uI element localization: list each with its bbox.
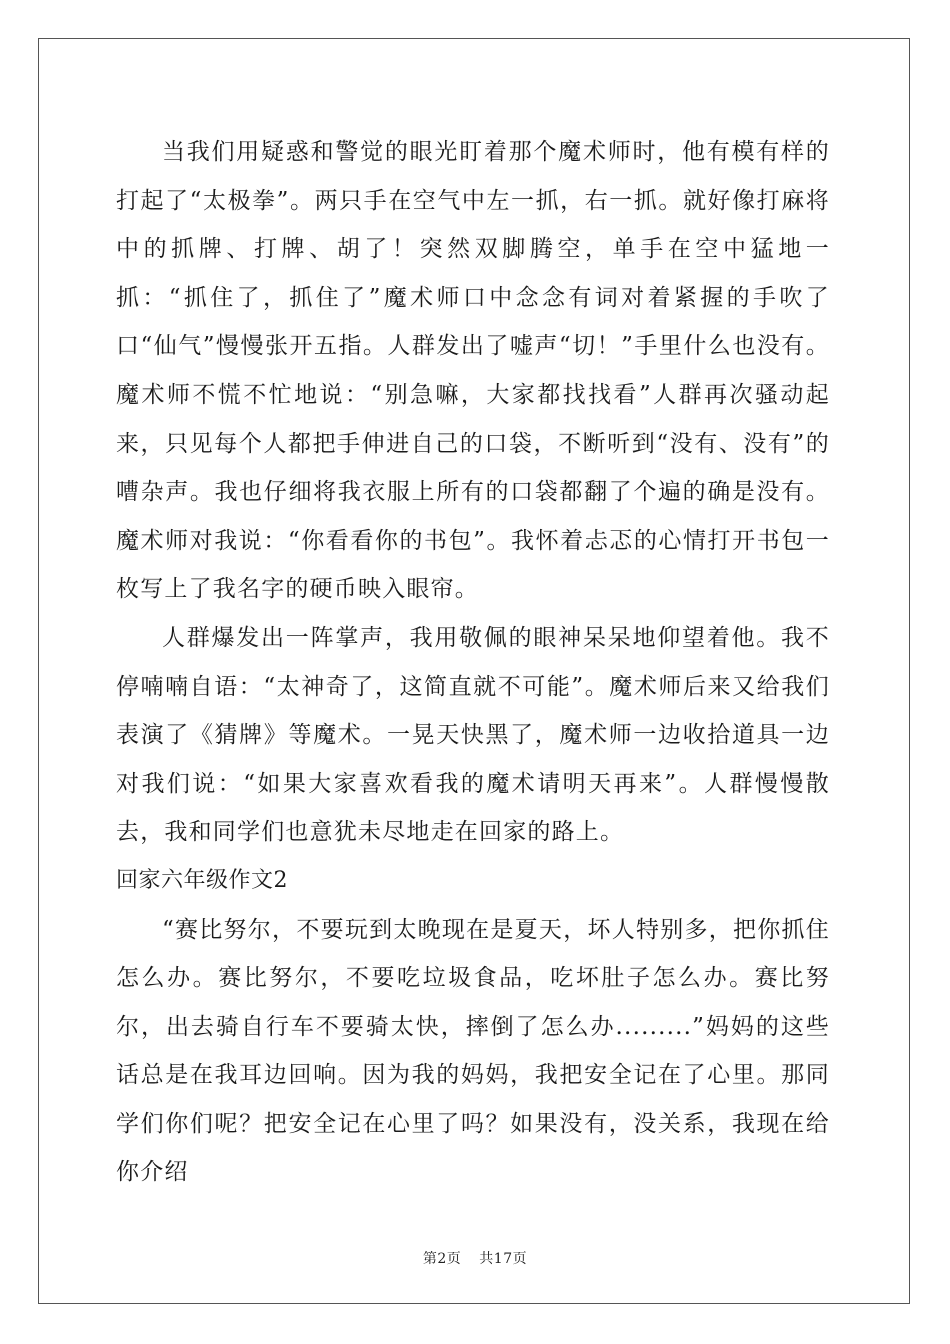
paragraph-1: 当我们用疑惑和警觉的眼光盯着那个魔术师时，他有模有样的打起了“太极拳”。两只手在空气中左一抓，右一抓。就好像打麻将中的抓牌、打牌、胡了！突然双脚腾空，单手在空中猛地一抓：“抓住了，抓住了”魔术师口中念念有词对着紧握的手吹了口“仙气”慢慢张开五指。人群发出了嘘声“切！”手里什么也没有。魔术师不慌不忙地说：“别急嘛，大家都找找看”人群再次骚动起来，只见每个人都把手伸进自己的口袋，不断听到“没有、没有”的嘈杂声。我也仔细将我衣服上所有的口袋都翻了个遍的确是没有。魔术师对我说：“你看看你的书包”。我怀着忐忑的心情打开书包一枚写上了我名字的硬币映入眼帘。 [116,139,830,603]
section-heading: 回家六年级作文2 [116,867,288,893]
page-number: 第2页 [422,1251,462,1267]
paragraph-3: “赛比努尔，不要玩到太晚现在是夏天，坏人特别多，把你抓住怎么办。赛比努尔，不要吃垃圾食品，吃坏肚子怎么办。赛比努尔，出去骑自行车不要骑太快，摔倒了怎么办.........”妈妈的这些话总是在我耳边回响。因为我的妈妈，我把安全记在了心里。那同学们你们呢？把安全记在心里了吗？如果没有，没关系，我现在给你介绍 [116,916,830,1186]
document-body [116,128,830,1197]
page-total: 共17页 [479,1251,528,1267]
page-footer [0,1248,950,1268]
paragraph-2: 人群爆发出一阵掌声，我用敬佩的眼神呆呆地仰望着他。我不停喃喃自语：“太神奇了，这简直就不可能”。魔术师后来又给我们表演了《猜牌》等魔术。一晃天快黑了，魔术师一边收拾道具一边对我们说：“如果大家喜欢看我的魔术请明天再来”。人群慢慢散去，我和同学们也意犹未尽地走在回家的路上。 [116,624,830,846]
